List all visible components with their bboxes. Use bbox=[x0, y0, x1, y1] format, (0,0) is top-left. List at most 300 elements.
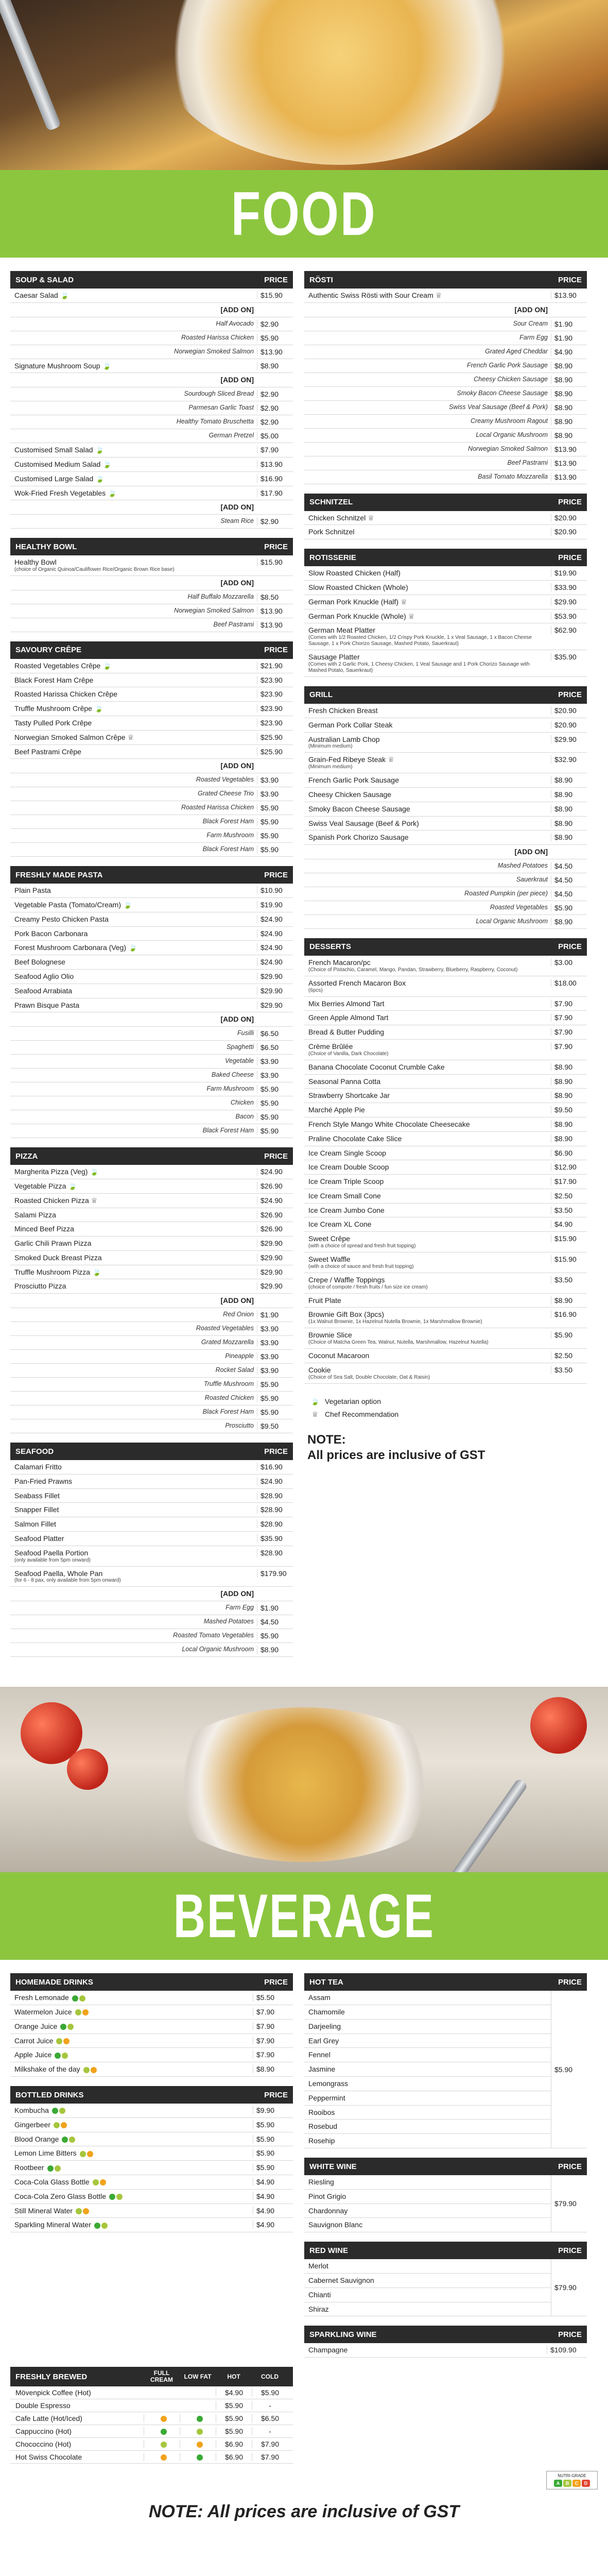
add-on-item bbox=[304, 401, 587, 415]
item-label: Parmesan Garlic Toast bbox=[188, 404, 254, 412]
menu-item bbox=[10, 955, 293, 970]
item-name bbox=[14, 2135, 253, 2144]
menu-item bbox=[304, 1273, 587, 1294]
item-label: Smoky Bacon Cheese Sausage bbox=[457, 389, 548, 397]
item-price: $4.50 bbox=[551, 876, 583, 884]
item-label: Caesar Salad bbox=[14, 291, 58, 299]
item-price: $5.90 bbox=[257, 1408, 289, 1416]
item-name bbox=[14, 1505, 257, 1514]
item-name bbox=[308, 431, 551, 439]
item-price: $8.90 bbox=[551, 918, 583, 926]
section-schnitzel bbox=[304, 494, 587, 540]
add-on-item bbox=[10, 815, 293, 829]
menu-item bbox=[10, 912, 293, 927]
add-on-heading bbox=[304, 303, 587, 317]
item-name bbox=[14, 719, 257, 727]
beverage-banner bbox=[0, 1872, 608, 1960]
nutri-grade-icon bbox=[93, 2179, 106, 2185]
item-label: Coca-Cola Zero Glass Bottle bbox=[14, 2192, 107, 2200]
menu-item bbox=[10, 687, 293, 702]
item-name bbox=[14, 2008, 253, 2016]
item-label: Mashed Potatoes bbox=[203, 1618, 254, 1625]
item-label: Black Forest Ham bbox=[202, 1408, 254, 1416]
add-on-item bbox=[304, 470, 587, 484]
item-name bbox=[308, 1331, 551, 1346]
section-title: HOT TEA bbox=[309, 1977, 343, 1987]
item-price: $9.50 bbox=[257, 1422, 289, 1430]
item-label: Beef Pastrami bbox=[213, 620, 254, 628]
add-on-heading bbox=[10, 500, 293, 515]
red-wine-section bbox=[304, 2242, 587, 2316]
item-price: $25.90 bbox=[257, 733, 289, 741]
item-name bbox=[14, 489, 257, 498]
item-label: Farm Egg bbox=[225, 1604, 254, 1612]
item-label: Vegetable bbox=[225, 1057, 254, 1065]
menu-item bbox=[10, 1236, 293, 1251]
section-title: BOTTLED DRINKS bbox=[15, 2090, 84, 2099]
price-column-label: PRICE bbox=[558, 275, 582, 284]
chef-hat-icon: ♕ bbox=[311, 1410, 319, 1418]
beverage-title: BEVERAGE bbox=[173, 1882, 435, 1951]
nutri-grade-dot bbox=[69, 2137, 75, 2143]
add-on-item bbox=[10, 1601, 293, 1615]
low-fat-grade bbox=[180, 2453, 216, 2461]
item-name bbox=[14, 748, 257, 756]
nutri-grade-dot bbox=[197, 2429, 203, 2435]
item-price: $17.90 bbox=[257, 489, 289, 497]
item-name bbox=[308, 1234, 551, 1249]
item-name: [ADD ON] bbox=[514, 848, 548, 856]
item-price: $13.90 bbox=[551, 445, 583, 453]
item-name: Hot Swiss Chocolate bbox=[15, 2453, 82, 2462]
item-label: Vegetable Pizza bbox=[14, 1181, 66, 1190]
item-label: Mashed Potatoes bbox=[497, 861, 548, 869]
food-hero-photo bbox=[0, 0, 608, 170]
item-price: $5.90 bbox=[257, 1632, 289, 1640]
item-label: Sour Cream bbox=[513, 319, 548, 327]
item-name bbox=[14, 915, 257, 924]
add-on-item bbox=[10, 1096, 293, 1110]
item-price: $8.90 bbox=[551, 376, 583, 384]
item-price: $5.50 bbox=[253, 1993, 289, 2002]
nutri-grade-dot bbox=[83, 2067, 90, 2073]
menu-item bbox=[10, 927, 293, 941]
item-price: $23.90 bbox=[257, 704, 289, 713]
item-price: $5.90 bbox=[257, 1380, 289, 1388]
group-list bbox=[304, 2259, 587, 2316]
item-label: Lemon Lime Bitters bbox=[14, 2149, 77, 2158]
item-price: $7.90 bbox=[253, 2008, 289, 2016]
item-price: $1.90 bbox=[551, 334, 583, 342]
item-price: $7.90 bbox=[551, 1028, 583, 1036]
item-name bbox=[14, 676, 257, 685]
add-on-heading bbox=[304, 845, 587, 859]
item-price: $5.90 bbox=[257, 334, 289, 342]
item-name bbox=[308, 1077, 551, 1086]
section-title: ROTISSERIE bbox=[309, 553, 356, 562]
item-price: $8.90 bbox=[551, 1063, 583, 1071]
section-header bbox=[10, 1443, 293, 1460]
item-name: Darjeeling bbox=[308, 2022, 341, 2030]
item-label: Healthy Bowl bbox=[14, 558, 57, 567]
item-label: Cheesy Chicken Sausage bbox=[474, 375, 548, 383]
add-on-item bbox=[304, 317, 587, 331]
item-price: $3.90 bbox=[257, 790, 289, 798]
item-name: Earl Grey bbox=[308, 2036, 339, 2045]
item-name bbox=[308, 721, 551, 730]
item-name bbox=[14, 1352, 257, 1360]
price-column-label: PRICE bbox=[558, 942, 582, 952]
menu-item bbox=[10, 457, 293, 472]
item-name bbox=[14, 1534, 257, 1543]
price-column-label: PRICE bbox=[558, 553, 582, 562]
item-label: Milkshake of the day bbox=[14, 2065, 80, 2074]
item-name: Mövenpick Coffee (Hot) bbox=[15, 2388, 91, 2397]
item-label: Calamari Fritto bbox=[14, 1463, 62, 1471]
menu-item bbox=[10, 941, 293, 955]
item-name bbox=[308, 1149, 551, 1158]
column-label: HOT bbox=[227, 2372, 240, 2380]
food-left-column bbox=[10, 271, 293, 1666]
chef-hat-icon: ♕ bbox=[368, 513, 374, 522]
item-label: Crème Brûlée bbox=[308, 1042, 353, 1050]
item-price: $29.90 bbox=[551, 598, 583, 606]
item-label: Fresh Lemonade bbox=[14, 1993, 69, 2002]
item-label: Roasted Harissa Chicken Crêpe bbox=[14, 690, 117, 699]
item-label: Roasted Harissa Chicken bbox=[181, 804, 254, 811]
item-label: Prosciutto bbox=[225, 1422, 254, 1430]
freshly-brewed-wrapper bbox=[0, 2367, 608, 2464]
item-label: Authentic Swiss Rösti with Sour Cream bbox=[308, 291, 433, 299]
item-name bbox=[14, 2121, 253, 2129]
item-price: $20.90 bbox=[551, 528, 583, 536]
item-price: $24.90 bbox=[257, 929, 289, 938]
item-name bbox=[308, 904, 551, 911]
item-label: Orange Juice bbox=[14, 2022, 58, 2030]
leaf-icon: 🍃 bbox=[102, 661, 112, 670]
item-price: $7.90 bbox=[253, 2050, 289, 2059]
item-price: $4.50 bbox=[551, 890, 583, 898]
menu-item bbox=[304, 581, 587, 595]
item-name bbox=[14, 2178, 253, 2187]
menu-item bbox=[304, 1160, 587, 1175]
column-label: LOW FAT bbox=[184, 2372, 212, 2380]
item-label: Australian Lamb Chop bbox=[308, 735, 380, 743]
nutri-grade-icon bbox=[161, 2416, 167, 2422]
add-on-item bbox=[10, 604, 293, 618]
nutri-grade-dot bbox=[60, 2024, 66, 2030]
item-price: $19.90 bbox=[551, 569, 583, 577]
item-name bbox=[14, 845, 257, 853]
drink-item bbox=[10, 2132, 293, 2147]
item-label: Customised Medium Salad bbox=[14, 460, 101, 468]
nutri-grade-icon bbox=[197, 2442, 203, 2448]
item-price: $8.90 bbox=[551, 819, 583, 827]
item-name bbox=[14, 390, 257, 398]
item-name bbox=[14, 832, 257, 839]
item-name: [ADD ON] bbox=[220, 1296, 254, 1305]
item-name bbox=[308, 389, 551, 397]
add-on-item bbox=[10, 387, 293, 401]
item-name bbox=[14, 404, 257, 412]
item-name bbox=[308, 1134, 551, 1143]
legend-vegetarian-label: Vegetarian option bbox=[325, 1397, 381, 1406]
item-name bbox=[14, 662, 257, 670]
item-price: $18.00 bbox=[551, 979, 583, 987]
item-price: $5.90 bbox=[253, 2149, 289, 2157]
menu-item bbox=[304, 817, 587, 831]
item-name bbox=[308, 376, 551, 383]
beverage-left-column bbox=[10, 1973, 293, 2367]
drink-item bbox=[304, 2134, 551, 2148]
item-price: $8.90 bbox=[253, 2065, 289, 2073]
section-header bbox=[10, 1147, 293, 1165]
section-title: HOMEMADE DRINKS bbox=[15, 1977, 93, 1987]
item-name bbox=[308, 862, 551, 870]
item-price: $2.90 bbox=[257, 517, 289, 526]
price-column-label: PRICE bbox=[558, 1977, 582, 1987]
item-price: $26.90 bbox=[257, 1225, 289, 1233]
item-label: Ice Cream Double Scoop bbox=[308, 1163, 389, 1172]
section-title: PIZZA bbox=[15, 1151, 38, 1161]
item-price: $13.90 bbox=[551, 473, 583, 481]
add-on-item bbox=[10, 1124, 293, 1138]
leaf-icon: 🍃 bbox=[95, 474, 105, 483]
brewed-header bbox=[10, 2367, 293, 2386]
item-price: $9.50 bbox=[551, 1106, 583, 1114]
item-description: (6pcs) bbox=[308, 987, 323, 993]
section-header bbox=[304, 271, 587, 289]
section-seafood bbox=[10, 1443, 293, 1657]
item-label: Smoked Duck Breast Pizza bbox=[14, 1253, 102, 1262]
coffee-item bbox=[10, 2386, 293, 2399]
section-header bbox=[304, 2242, 587, 2259]
shared-price: $5.90 bbox=[551, 1991, 587, 2148]
section-header bbox=[304, 686, 587, 704]
add-on-heading bbox=[10, 759, 293, 773]
nutri-grade-dot bbox=[197, 2454, 203, 2461]
cold-price: $5.90 bbox=[252, 2388, 288, 2397]
nutri-grade-icon bbox=[72, 1995, 85, 2002]
item-description: (with a choice of sauce and fresh fruit topping) bbox=[308, 1263, 414, 1269]
menu-item bbox=[304, 1103, 587, 1117]
menu-item bbox=[10, 1279, 293, 1294]
pasta-photo bbox=[0, 1687, 608, 1872]
item-label: Slow Roasted Chicken (Half) bbox=[308, 569, 401, 578]
menu-item bbox=[304, 1232, 587, 1252]
item-name bbox=[14, 804, 257, 811]
item-label: German Pretzel bbox=[209, 432, 254, 439]
item-price: $8.90 bbox=[551, 790, 583, 799]
nutri-grade-icon bbox=[54, 2122, 67, 2128]
item-price: $179.90 bbox=[257, 1569, 289, 1578]
column-label: FULL CREAM bbox=[150, 2369, 173, 2384]
item-name: Fennel bbox=[308, 2050, 331, 2059]
add-on-item bbox=[304, 456, 587, 470]
item-label: Roasted Harissa Chicken bbox=[181, 333, 254, 341]
menu-item bbox=[304, 1040, 587, 1060]
add-on-item bbox=[10, 618, 293, 632]
food-menu bbox=[0, 258, 608, 1666]
item-price: $13.90 bbox=[551, 459, 583, 467]
coffee-item bbox=[10, 2412, 293, 2425]
item-name bbox=[14, 1477, 257, 1486]
nutri-grade-dot bbox=[80, 2151, 86, 2157]
item-name bbox=[14, 2022, 253, 2031]
item-label: Local Organic Mushroom bbox=[182, 1646, 254, 1653]
tomato-image bbox=[530, 1697, 587, 1754]
nutri-grade-dot bbox=[72, 1995, 78, 2002]
sparkling-wine-section bbox=[304, 2326, 587, 2358]
item-price: $3.90 bbox=[257, 1325, 289, 1333]
menu-item bbox=[10, 1251, 293, 1265]
item-price: $5.90 bbox=[551, 904, 583, 912]
drink-item bbox=[304, 2204, 551, 2218]
item-label: Ice Cream Jumbo Cone bbox=[308, 1206, 385, 1214]
item-label: Green Apple Almond Tart bbox=[308, 1013, 389, 1022]
nutri-grade-dot bbox=[61, 2122, 67, 2128]
add-on-item bbox=[10, 1027, 293, 1041]
item-price: $17.90 bbox=[551, 1177, 583, 1185]
item-description: (with a choice of spread and fresh fruit topping) bbox=[308, 1243, 416, 1249]
item-label: Kombucha bbox=[14, 2106, 49, 2115]
item-price: $8.90 bbox=[551, 417, 583, 426]
menu-item bbox=[10, 555, 293, 576]
drink-item bbox=[304, 2120, 551, 2134]
item-label: Cookie bbox=[308, 1365, 331, 1374]
add-on-item bbox=[304, 887, 587, 901]
item-name bbox=[14, 2050, 253, 2059]
item-label: German Pork Collar Steak bbox=[308, 720, 393, 729]
item-price: $5.90 bbox=[253, 2163, 289, 2172]
item-label: Sweet Crêpe bbox=[308, 1234, 350, 1243]
menu-item bbox=[10, 659, 293, 673]
item-price: $4.90 bbox=[253, 2207, 289, 2215]
item-name bbox=[14, 1167, 257, 1176]
section-r-sti bbox=[304, 271, 587, 484]
coffee-item bbox=[10, 2451, 293, 2464]
low-fat-grade bbox=[180, 2440, 216, 2448]
item-label: Smoky Bacon Cheese Sausage bbox=[308, 804, 410, 813]
item-price: $8.90 bbox=[551, 1091, 583, 1099]
menu-item bbox=[10, 898, 293, 912]
drink-item bbox=[304, 2343, 587, 2358]
menu-item bbox=[304, 1189, 587, 1204]
nutri-grade-dot bbox=[82, 2009, 89, 2015]
drink-item bbox=[304, 1991, 551, 2005]
hot-tea-section bbox=[304, 1973, 587, 2148]
item-name bbox=[308, 291, 551, 300]
nutri-grade-dot bbox=[76, 2208, 82, 2214]
section-header bbox=[10, 641, 293, 659]
item-label: Basil Tomato Mozzarella bbox=[478, 472, 548, 480]
item-label: Seafood Aglio Olio bbox=[14, 972, 74, 980]
menu-item bbox=[304, 1025, 587, 1040]
nutri-grade-c: C bbox=[572, 2480, 581, 2487]
item-name bbox=[14, 2149, 253, 2158]
fork-image bbox=[0, 0, 61, 131]
item-name bbox=[308, 403, 551, 411]
hot-price: $5.90 bbox=[216, 2427, 252, 2435]
add-on-item bbox=[10, 415, 293, 429]
price-column-label: PRICE bbox=[558, 690, 582, 700]
nutri-grade-label: NUTRI-GRADE bbox=[558, 2473, 586, 2479]
item-price: $62.90 bbox=[551, 626, 583, 634]
item-price: $3.90 bbox=[257, 1071, 289, 1079]
item-label: Banana Chocolate Coconut Crumble Cake bbox=[308, 1062, 445, 1071]
group-items bbox=[304, 2175, 551, 2232]
item-label: Ice Cream Triple Scoop bbox=[308, 1177, 384, 1186]
item-price: $6.50 bbox=[257, 1043, 289, 1052]
item-name bbox=[308, 979, 551, 994]
menu-item bbox=[304, 1117, 587, 1132]
item-name bbox=[308, 1163, 551, 1172]
section-pizza bbox=[10, 1147, 293, 1433]
item-label: Strawberry Shortcake Jar bbox=[308, 1091, 390, 1100]
item-price: $4.90 bbox=[253, 2221, 289, 2229]
price-column-label: PRICE bbox=[264, 542, 288, 551]
item-label: Beef Bolognese bbox=[14, 958, 65, 967]
item-price: $26.90 bbox=[257, 1211, 289, 1219]
item-name bbox=[308, 999, 551, 1008]
item-label: Seasonal Panna Cotta bbox=[308, 1077, 381, 1086]
homemade-drinks-section bbox=[10, 1973, 293, 2077]
menu-item bbox=[10, 745, 293, 759]
item-description: (for 6 - 8 pax, only available from 5pm onward) bbox=[14, 1578, 121, 1584]
section-title: SOUP & SALAD bbox=[15, 275, 74, 284]
add-on-item bbox=[304, 429, 587, 443]
item-price: $13.90 bbox=[257, 348, 289, 356]
drink-item bbox=[304, 2175, 551, 2190]
item-name bbox=[308, 890, 551, 897]
menu-item bbox=[304, 1175, 587, 1189]
add-on-item bbox=[10, 401, 293, 415]
add-on-item bbox=[10, 590, 293, 604]
drink-item bbox=[304, 2274, 551, 2288]
item-description: (Comes with 1/2 Roasted Chicken, 1/2 Crispy Pork Knuckle, 1 x Veal Sausage, 1 x Bacon Cheese Sausage, 1 x Pork Chorizo Sausage, Mashed Potato, Sauerkraut) bbox=[308, 635, 532, 647]
item-price: $29.90 bbox=[257, 1268, 289, 1276]
item-price: $5.90 bbox=[253, 2135, 289, 2143]
item-name bbox=[308, 334, 551, 342]
item-name bbox=[14, 1113, 257, 1121]
item-price: $4.90 bbox=[253, 2178, 289, 2186]
nutri-grade-dot bbox=[83, 2208, 89, 2214]
menu-item bbox=[10, 289, 293, 303]
hot-price: $4.90 bbox=[216, 2388, 252, 2397]
drink-item bbox=[304, 2048, 551, 2062]
item-price: $16.90 bbox=[257, 474, 289, 483]
item-name bbox=[308, 876, 551, 884]
nutri-grade-icon bbox=[94, 2223, 108, 2229]
item-name bbox=[14, 886, 257, 895]
nutri-grade-dot bbox=[55, 2053, 61, 2059]
item-name bbox=[14, 1646, 257, 1653]
add-on-item bbox=[10, 773, 293, 787]
low-fat-grade bbox=[180, 2427, 216, 2435]
item-price: $7.90 bbox=[551, 1042, 583, 1050]
section-title: WHITE WINE bbox=[309, 2162, 357, 2171]
item-label: Spaghetti bbox=[227, 1043, 254, 1051]
item-name bbox=[14, 901, 257, 909]
add-on-item bbox=[10, 1392, 293, 1405]
item-label: Pork Bacon Carbonara bbox=[14, 929, 88, 938]
nutri-grade-dot bbox=[91, 2067, 97, 2073]
item-description: (Choice of Vanilla, Dark Chocolate) bbox=[308, 1050, 389, 1057]
item-name bbox=[14, 348, 257, 355]
cold-price: $7.90 bbox=[252, 2440, 288, 2448]
item-name bbox=[14, 2065, 253, 2074]
item-price: $29.90 bbox=[257, 1282, 289, 1290]
